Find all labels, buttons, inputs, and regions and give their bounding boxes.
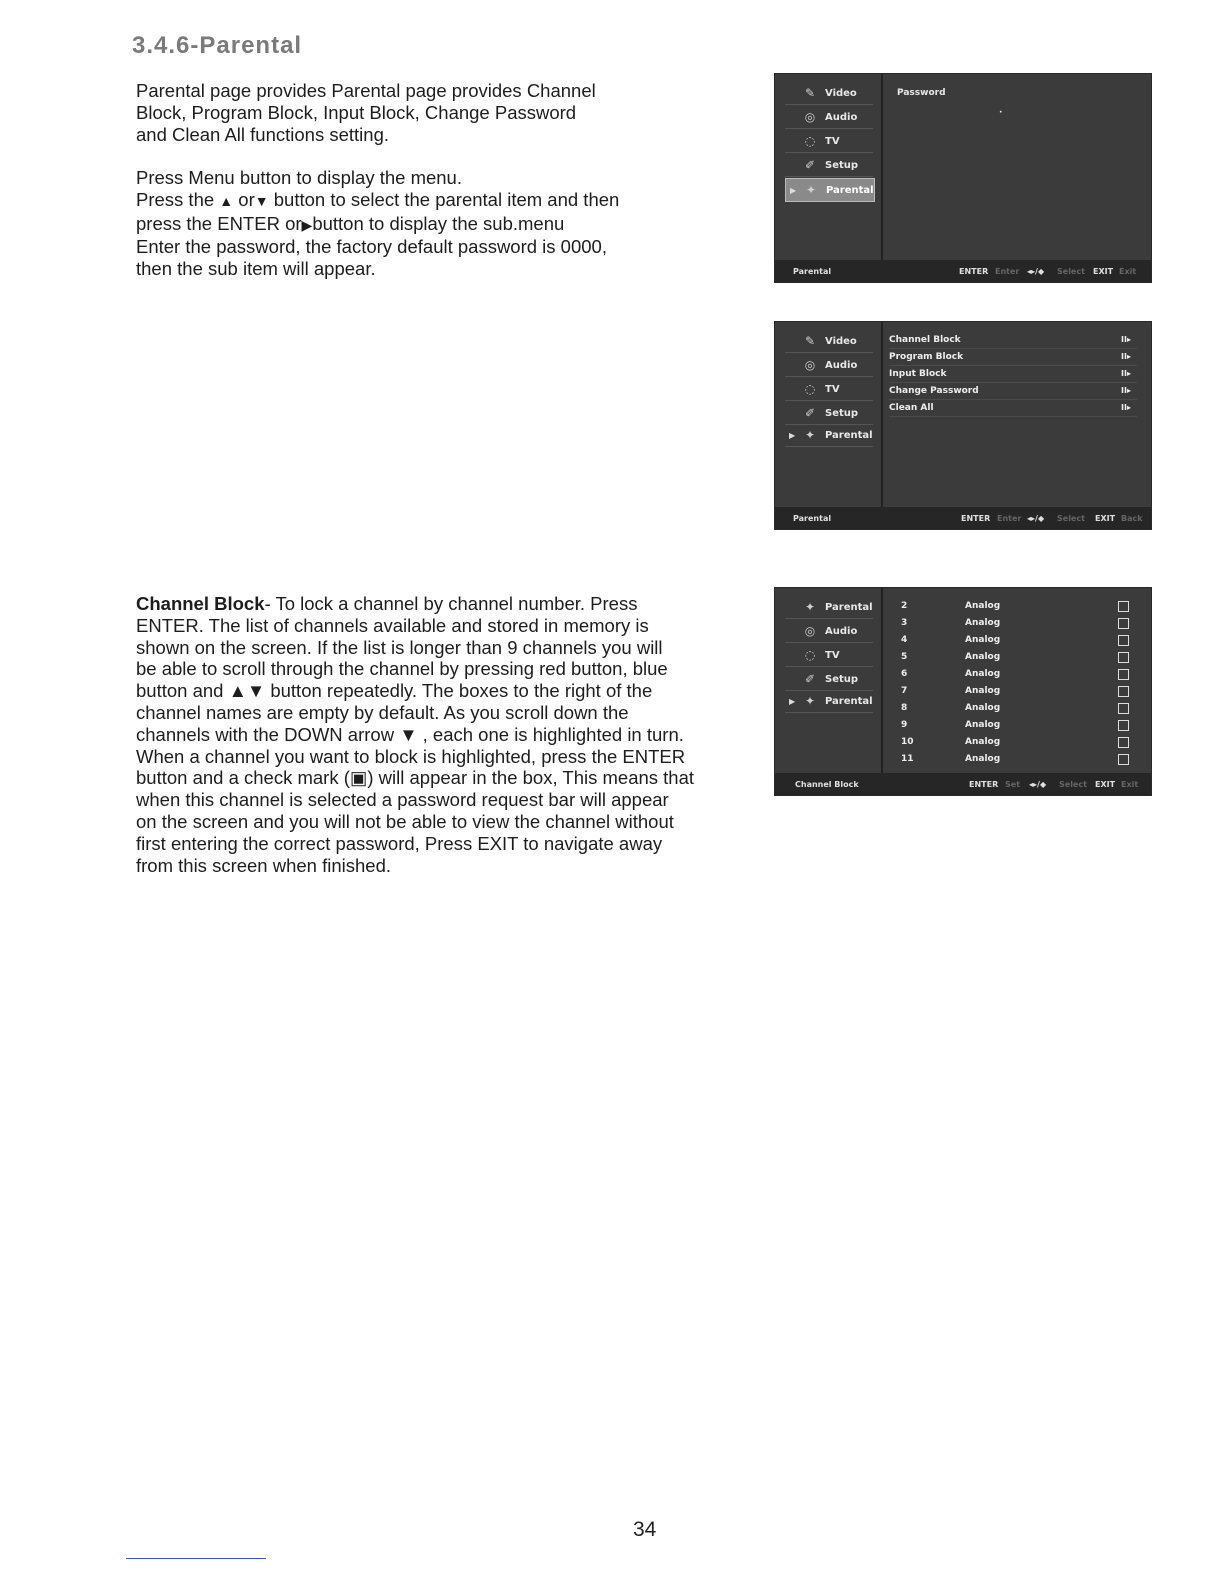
channel-block-paragraph bbox=[136, 593, 694, 876]
video-icon: ✎ bbox=[804, 86, 816, 100]
up-arrow-icon: ▲ bbox=[219, 192, 234, 209]
selection-arrow-icon: ▶ bbox=[789, 430, 796, 440]
channel-row[interactable]: 6 Analog bbox=[889, 666, 1143, 683]
osd-side-menu bbox=[775, 588, 883, 773]
lock-checkbox[interactable] bbox=[1118, 601, 1129, 612]
channel-block-line: button and ▲▼ button repeatedly. The boxes to the right of the bbox=[136, 680, 653, 702]
menu-item-tv[interactable]: ◌ TV bbox=[785, 378, 873, 401]
password-label: Password bbox=[897, 88, 946, 98]
menu-item-audio[interactable]: ◎ Audio bbox=[785, 620, 873, 643]
footer-nav-keys: ◂▸/◆ bbox=[1027, 267, 1045, 276]
lock-checkbox[interactable] bbox=[1118, 720, 1129, 731]
menu-item-tv[interactable]: ◌ TV bbox=[785, 130, 873, 153]
channel-block-line: ENTER. The list of channels available and stored in memory is bbox=[136, 614, 649, 636]
parental-icon: ✦ bbox=[805, 183, 817, 197]
intro-line: Block, Program Block, Input Block, Change Password bbox=[136, 101, 577, 123]
footer-nav-hint: Select bbox=[1059, 780, 1087, 789]
footer-title: Parental bbox=[793, 514, 832, 523]
right-arrow-icon: ▶ bbox=[301, 216, 313, 233]
channel-block-line: channels with the DOWN arrow ▼ , each one is highlighted in turn. bbox=[136, 723, 684, 745]
channel-row[interactable]: 2 Analog bbox=[889, 598, 1143, 615]
channel-block-line: Channel Block- To lock a channel by channel number. Press bbox=[136, 593, 638, 614]
lock-checkbox[interactable] bbox=[1118, 737, 1129, 748]
channel-block-line: be able to scroll through the channel by pressing red button, blue bbox=[136, 658, 668, 680]
steps-paragraph bbox=[136, 167, 619, 280]
lock-checkbox[interactable] bbox=[1118, 686, 1129, 697]
lock-checkbox[interactable] bbox=[1118, 754, 1129, 765]
menu-item-setup[interactable]: ✐ Setup bbox=[785, 154, 873, 177]
channel-row[interactable]: 10 Analog bbox=[889, 734, 1143, 751]
menu-item-parental[interactable]: ▶ ✦ Parental bbox=[785, 424, 873, 447]
menu-item-setup[interactable]: ✐ Setup bbox=[785, 668, 873, 691]
channel-block-line: first entering the correct password, Press EXIT to navigate away bbox=[136, 832, 663, 854]
menu-item-audio[interactable]: ◎ Audio bbox=[785, 106, 873, 129]
step-line: Enter the password, the factory default password is 0000, bbox=[136, 236, 607, 258]
setup-icon: ✐ bbox=[804, 406, 816, 420]
setup-icon: ✐ bbox=[804, 158, 816, 172]
footer-nav-hint: Select bbox=[1057, 267, 1085, 276]
submenu-item-program-block[interactable]: Program Block II▸ bbox=[889, 349, 1137, 366]
intro-paragraph bbox=[136, 80, 596, 145]
tv-icon: ◌ bbox=[804, 648, 816, 662]
footer-title: Channel Block bbox=[795, 780, 859, 789]
footer-exit-hint: Exit bbox=[1121, 780, 1139, 789]
osd-footer bbox=[775, 260, 1151, 282]
footer-nav-hint: Select bbox=[1057, 514, 1085, 523]
selection-arrow-icon: ▶ bbox=[789, 696, 796, 706]
submenu-item-input-block[interactable]: Input Block II▸ bbox=[889, 366, 1137, 383]
enter-arrow-icon: II▸ bbox=[1121, 369, 1131, 378]
lock-checkbox[interactable] bbox=[1118, 635, 1129, 646]
video-icon: ✎ bbox=[804, 334, 816, 348]
channel-row[interactable]: 8 Analog bbox=[889, 700, 1143, 717]
osd-main-area bbox=[883, 588, 1151, 773]
osd-side-menu bbox=[775, 322, 883, 507]
audio-icon: ◎ bbox=[804, 110, 816, 124]
footer-enter-hint: Set bbox=[1005, 780, 1021, 789]
selection-arrow-icon: ▶ bbox=[790, 185, 797, 195]
footer-exit-hint: Exit bbox=[1119, 267, 1137, 276]
enter-arrow-icon: II▸ bbox=[1121, 352, 1131, 361]
password-input[interactable]: · bbox=[999, 108, 1003, 118]
footer-enter-hint: Enter bbox=[997, 514, 1022, 523]
osd-screen-channel-block bbox=[775, 588, 1151, 795]
audio-icon: ◎ bbox=[804, 358, 816, 372]
menu-item-parental[interactable]: ▶ ✦ Parental bbox=[785, 690, 873, 713]
footer-exit-key: EXIT bbox=[1095, 514, 1116, 523]
channel-block-line: channel names are empty by default. As you scroll down the bbox=[136, 701, 629, 723]
page-number: 34 bbox=[633, 1518, 657, 1541]
osd-main-area bbox=[883, 74, 1151, 260]
channel-row[interactable]: 3 Analog bbox=[889, 615, 1143, 632]
lock-checkbox[interactable] bbox=[1118, 669, 1129, 680]
footer-title: Parental bbox=[793, 267, 832, 276]
footer-exit-key: EXIT bbox=[1093, 267, 1114, 276]
menu-item-tv[interactable]: ◌ TV bbox=[785, 644, 873, 667]
channel-block-line: shown on the screen. If the list is longer than 9 channels you will bbox=[136, 636, 663, 658]
enter-arrow-icon: II▸ bbox=[1121, 386, 1131, 395]
intro-line: and Clean All functions setting. bbox=[136, 123, 389, 145]
osd-footer bbox=[775, 507, 1151, 529]
channel-block-line: When a channel you want to block is highlighted, press the ENTER bbox=[136, 745, 686, 767]
channel-row[interactable]: 9 Analog bbox=[889, 717, 1143, 734]
menu-item-setup[interactable]: ✐ Setup bbox=[785, 402, 873, 425]
menu-item-video[interactable]: ✎ Video bbox=[785, 330, 873, 353]
menu-item-parental[interactable]: ✦ Parental bbox=[785, 596, 873, 619]
intro-line: Parental page provides Parental page provides Channel bbox=[136, 80, 596, 101]
footer-nav-keys: ◂▸/◆ bbox=[1027, 514, 1045, 523]
tv-icon: ◌ bbox=[804, 382, 816, 396]
footer-nav-keys: ◂▸/◆ bbox=[1029, 780, 1047, 789]
channel-block-line: when this channel is selected a password request bar will appear bbox=[136, 789, 669, 811]
channel-row[interactable]: 4 Analog bbox=[889, 632, 1143, 649]
setup-icon: ✐ bbox=[804, 672, 816, 686]
channel-row[interactable]: 5 Analog bbox=[889, 649, 1143, 666]
footer-enter-hint: Enter bbox=[995, 267, 1020, 276]
parental-icon: ✦ bbox=[804, 428, 816, 442]
submenu-item-channel-block[interactable]: Channel Block II▸ bbox=[889, 332, 1137, 349]
enter-arrow-icon: II▸ bbox=[1121, 403, 1131, 412]
enter-arrow-icon: II▸ bbox=[1121, 335, 1131, 344]
menu-item-video[interactable]: ✎ Video bbox=[785, 82, 873, 105]
osd-screen-password bbox=[775, 74, 1151, 282]
menu-item-audio[interactable]: ◎ Audio bbox=[785, 354, 873, 377]
step-line: Press the ▲ or▼ button to select the parental item and then bbox=[136, 188, 620, 210]
footer-enter-key: ENTER bbox=[959, 267, 989, 276]
channel-block-title: Channel Block bbox=[136, 593, 265, 614]
step-line: then the sub item will appear. bbox=[136, 258, 376, 280]
down-arrow-icon: ▼ bbox=[254, 192, 269, 209]
lock-checkbox[interactable] bbox=[1118, 703, 1129, 714]
tv-icon: ◌ bbox=[804, 134, 816, 148]
menu-item-parental[interactable]: ▶ ✦ Parental bbox=[785, 178, 875, 202]
osd-main-area bbox=[883, 322, 1151, 507]
footer-enter-key: ENTER bbox=[969, 780, 999, 789]
channel-block-line: on the screen and you will not be able to view the channel without bbox=[136, 810, 674, 832]
section-heading: 3.4.6-Parental bbox=[132, 32, 303, 59]
channel-block-line: from this screen when finished. bbox=[136, 854, 392, 876]
step-line: press the ENTER or▶button to display the sub.menu bbox=[136, 212, 565, 234]
parental-icon: ✦ bbox=[804, 694, 816, 708]
submenu-item-change-password[interactable]: Change Password II▸ bbox=[889, 383, 1137, 400]
audio-icon: ◎ bbox=[804, 624, 816, 638]
footer-exit-key: EXIT bbox=[1095, 780, 1116, 789]
channel-row[interactable]: 11 Analog bbox=[889, 751, 1143, 768]
osd-side-menu bbox=[775, 74, 883, 260]
lock-checkbox[interactable] bbox=[1118, 618, 1129, 629]
parental-icon: ✦ bbox=[804, 600, 816, 614]
footer-exit-hint: Back bbox=[1121, 514, 1143, 523]
footnote-divider bbox=[126, 1558, 266, 1559]
channel-block-line: button and a check mark (▣) will appear in the box, This means that bbox=[136, 767, 695, 789]
submenu-item-clean-all[interactable]: Clean All II▸ bbox=[889, 400, 1137, 417]
lock-checkbox[interactable] bbox=[1118, 652, 1129, 663]
channel-row[interactable]: 7 Analog bbox=[889, 683, 1143, 700]
footer-enter-key: ENTER bbox=[961, 514, 991, 523]
osd-screen-submenu bbox=[775, 322, 1151, 529]
osd-footer bbox=[775, 773, 1151, 795]
step-line: Press Menu button to display the menu. bbox=[136, 167, 462, 188]
